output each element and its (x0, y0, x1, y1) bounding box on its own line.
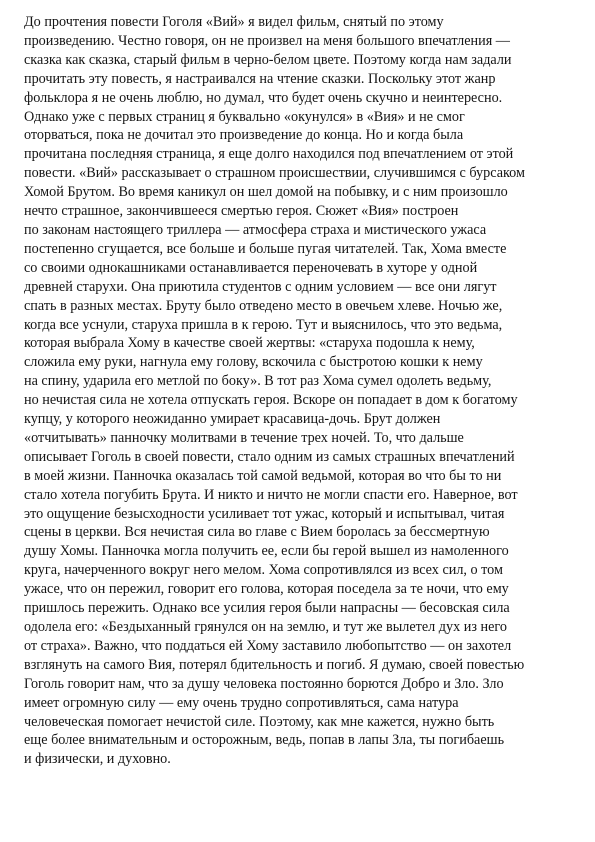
text-line: Хомой Брутом. Во время каникул он шел домой на побывку, и с ним произошло (24, 184, 508, 201)
text-line: это ощущение безысходности усиливает тот ужас, который и испытывал, читая (24, 505, 505, 522)
text-line: взглянуть на самого Вия, потерял бдительность и погиб. Я думаю, своей повестью (24, 656, 525, 673)
text-line: купцу, у которого неожиданно умирает красавица-дочь. Брут должен (24, 411, 441, 428)
text-line: произведению. Честно говоря, он не произвел на меня большого впечатления — (24, 32, 510, 49)
text-line: человеческая помогает нечистой силе. Поэтому, как мне кажется, нужно быть (24, 713, 495, 730)
text-line: сцены в церкви. Вся нечистая сила во главе с Вием боролась за бессмертную (24, 524, 490, 541)
text-line: сказка как сказка, старый фильм в черно-белом цвете. Поэтому когда нам задали (24, 51, 512, 68)
text-line: древней старухи. Она приютила студентов с одним условием — все они лягут (24, 278, 497, 295)
text-line: еще более внимательным и осторожным, ведь, попав в лапы Зла, ты погибаешь (24, 732, 505, 749)
text-line: ужасе, что он пережил, говорит его голова, которая поседела за те ночи, что ему (24, 581, 509, 598)
text-line: стало хотела погубить Брута. И никто и ничто не могли спасти его. Наверное, вот (24, 486, 518, 503)
essay-paragraph (24, 13, 584, 769)
text-line: со своими однокашниками останавливается переночевать в хуторе у одной (24, 259, 478, 276)
text-line: одолела его: «Бездыханный грянулся он на землю, и тут же вылетел дух из него (24, 619, 507, 635)
text-line: но нечистая сила не хотела отпускать героя. Вскоре он попадает в дом к богатому (24, 392, 518, 409)
text-line: имеет огромную силу — ему очень трудно сопротивляться, сама натура (24, 694, 459, 711)
text-line: постепенно сгущается, все больше и больше пугая читателей. Так, Хома вместе (24, 240, 507, 257)
text-line: фольклора я не очень люблю, но думал, что будет очень скучно и неинтересно. (24, 89, 503, 106)
text-line: и физически, и духовно. (24, 751, 171, 768)
text-line: по законам настоящего триллера — атмосфера страха и мистического ужаса (24, 221, 487, 238)
text-line: в моей жизни. Панночка оказалась той самой ведьмой, которая во что бы то ни (24, 467, 502, 484)
text-line: прочитана последняя страница, я еще долго находился под впечатлением от этой (24, 146, 514, 163)
text-line: пришлось пережить. Однако все усилия героя были напрасны — бесовская сила (24, 600, 510, 617)
text-line: повести. «Вий» рассказывает о страшном происшествии, случившимся с бурсаком (24, 165, 525, 182)
text-line: прочитать эту повесть, я настраивался на чтение сказки. Поскольку этот жанр (24, 70, 496, 87)
text-line: круга, начерченного вокруг него мелом. Хома сопротивлялся из всех сил, о том (24, 562, 503, 579)
text-line: нечто страшное, закончившееся смертью героя. Сюжет «Вия» построен (24, 203, 459, 220)
text-line: спать в разных местах. Бруту было отведено место в овечьем хлеве. Ночью же, (24, 297, 503, 314)
text-line: Гоголь говорит нам, что за душу человека постоянно борются Добро и Зло. Зло (24, 675, 504, 692)
text-line: До прочтения повести Гоголя «Вий» я видел фильм, снятый по этому (24, 14, 444, 30)
text-line: сложила ему руки, нагнула ему голову, вскочила с быстротою кошки к нему (24, 354, 483, 371)
text-line: когда все уснули, старуха пришла в к герою. Тут и выяснилось, что это ведьма, (24, 316, 503, 333)
text-line: которая выбрала Хому в качестве своей жертвы: «старуха подошла к нему, (24, 335, 475, 352)
text-line: на спину, ударила его метлой по боку». В тот раз Хома сумел одолеть ведьму, (24, 373, 492, 390)
text-line: от страха». Важно, что поддаться ей Хому заставило любопытство — он захотел (24, 637, 512, 654)
text-line: оторваться, пока не дочитал это произведение до конца. Но и когда была (24, 127, 464, 144)
text-line: описывает Гоголь в своей повести, стало одним из самых страшных впечатлений (24, 448, 515, 465)
text-line: «отчитывать» панночку молитвами в течение трех ночей. То, что дальше (24, 429, 464, 446)
text-line: душу Хомы. Панночка могла получить ее, если бы герой вышел из намоленного (24, 543, 509, 560)
text-line: Однако уже с первых страниц я буквально «окунулся» в «Вия» и не смог (24, 108, 465, 125)
